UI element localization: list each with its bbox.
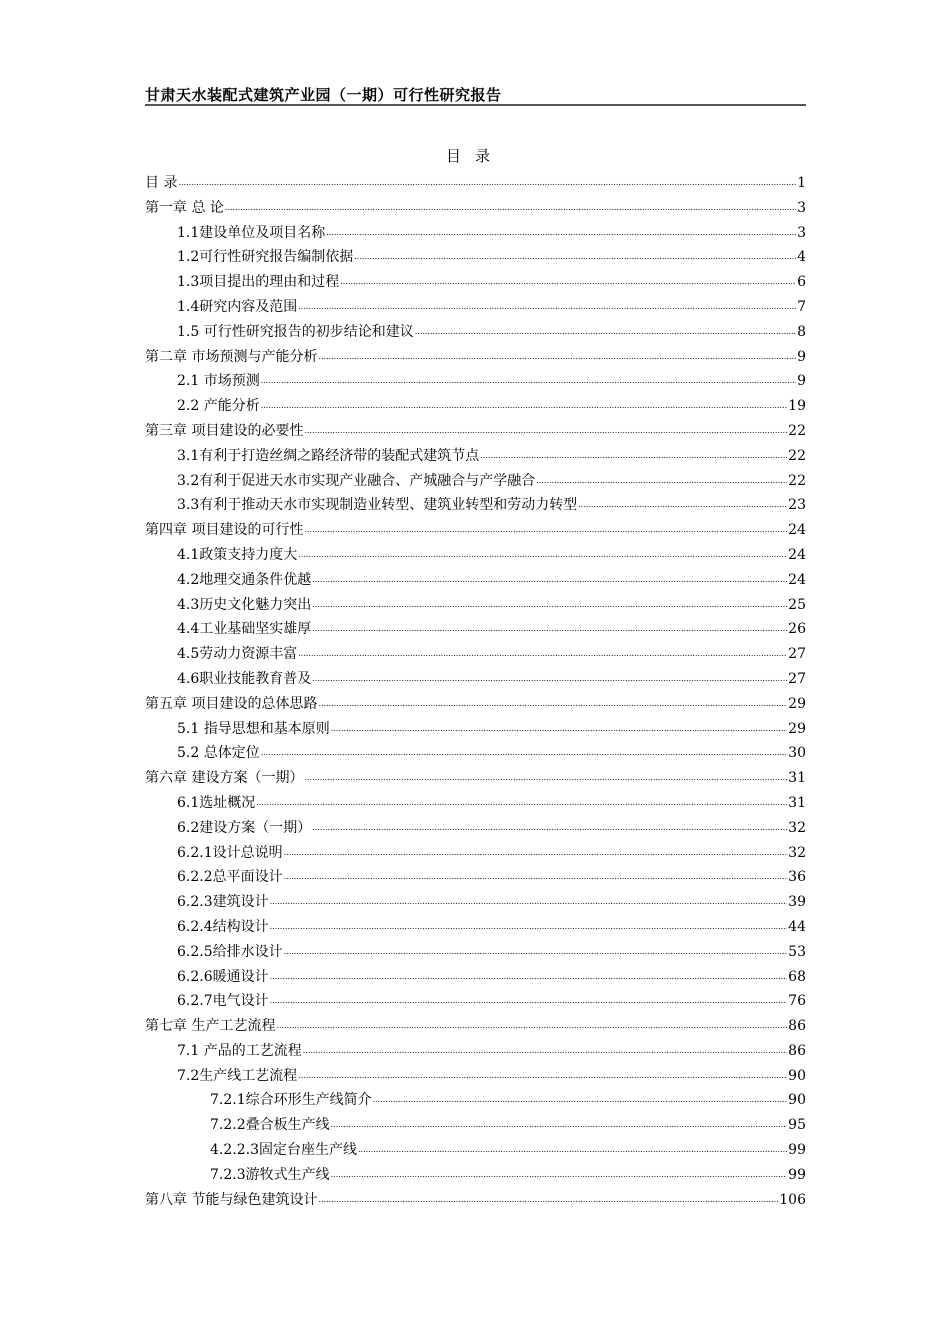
toc-entry-page: 36 (788, 869, 806, 886)
toc-leader-dots (270, 967, 788, 983)
toc-leader-dots (318, 694, 787, 710)
toc-leader-dots (303, 1041, 787, 1057)
toc-entry[interactable] (145, 767, 806, 792)
toc-entry-page: 23 (788, 497, 806, 514)
toc-entry[interactable] (145, 296, 806, 321)
toc-leader-dots (318, 347, 796, 363)
toc-leader-dots (312, 595, 787, 611)
toc-entry[interactable] (145, 718, 806, 743)
toc-leader-dots (284, 843, 788, 859)
toc-entry-label: 4.1政策支持力度大 (177, 546, 298, 563)
toc-entry-page: 90 (788, 1067, 806, 1084)
toc-entry-label: 4.5劳动力资源丰富 (177, 646, 298, 663)
toc-entry-label: 第八章 节能与绿色建筑设计 (145, 1191, 318, 1208)
toc-entry[interactable] (145, 395, 806, 420)
toc-entry[interactable] (145, 494, 806, 519)
toc-entry-label: 6.2.1设计总说明 (177, 844, 283, 861)
toc-entry-label: 7.2.3游牧式生产线 (210, 1166, 330, 1183)
toc-leader-dots (298, 1066, 787, 1082)
toc-leader-dots (312, 619, 787, 635)
toc-entry-label: 7.2.2叠合板生产线 (210, 1117, 330, 1134)
toc-entry-label: 第四章 项目建设的可行性 (145, 522, 304, 539)
toc-entry-page: 22 (788, 422, 806, 439)
toc-entry[interactable] (145, 172, 806, 197)
toc-entry-page: 68 (788, 968, 806, 985)
toc-leader-dots (480, 446, 787, 462)
toc-entry[interactable] (145, 246, 806, 271)
toc-entry[interactable] (145, 445, 806, 470)
toc-entry-page: 86 (788, 1018, 806, 1035)
toc-entry-page: 30 (788, 745, 806, 762)
toc-entry[interactable] (145, 618, 806, 643)
toc-leader-dots (536, 471, 787, 487)
toc-entry-page: 44 (788, 918, 806, 935)
toc-leader-dots (178, 173, 796, 189)
toc-leader-dots (331, 1115, 788, 1131)
toc-entry-label: 4.4工业基础坚实雄厚 (177, 621, 312, 638)
toc-entry-label: 第一章 总 论 (145, 199, 224, 216)
toc-entry-label: 4.6职业技能教育普及 (177, 670, 312, 687)
toc-entry-page: 39 (788, 894, 806, 911)
toc-entry-page: 22 (788, 472, 806, 489)
toc-entry[interactable] (145, 1089, 806, 1114)
toc-leader-dots (312, 818, 787, 834)
toc-entry[interactable] (145, 569, 806, 594)
toc-leader-dots (270, 991, 788, 1007)
toc-entry-label: 第二章 市场预测与产能分析 (145, 348, 318, 365)
toc-entry-page: 4 (797, 249, 806, 266)
toc-entry-label: 1.2可行性研究报告编制依据 (177, 249, 354, 266)
toc-entry-label: 6.2.6暖通设计 (177, 968, 269, 985)
toc-entry-label: 1.3项目提出的理由和过程 (177, 274, 340, 291)
toc-entry[interactable] (145, 197, 806, 222)
toc-entry-page: 25 (788, 596, 806, 613)
toc-leader-dots (276, 1016, 787, 1032)
toc-leader-dots (270, 892, 788, 908)
toc-entry[interactable] (145, 470, 806, 495)
toc-entry-page: 22 (788, 447, 806, 464)
toc-entry-page: 7 (797, 298, 806, 315)
toc-entry-label: 2.2 产能分析 (177, 398, 260, 415)
toc-entry[interactable] (145, 891, 806, 916)
toc-entry-label: 6.2.5给排水设计 (177, 943, 283, 960)
toc-entry-label: 6.1选址概况 (177, 794, 256, 811)
toc-entry[interactable] (145, 1114, 806, 1139)
table-of-contents (145, 172, 806, 1213)
toc-entry-page: 29 (788, 720, 806, 737)
toc-entry-page: 27 (788, 646, 806, 663)
toc-leader-dots (331, 1165, 788, 1181)
toc-entry-label: 1.1建设单位及项目名称 (177, 224, 326, 241)
toc-entry-page: 24 (788, 522, 806, 539)
toc-entry-label: 6.2.2总平面设计 (177, 869, 283, 886)
toc-entry[interactable] (145, 1164, 806, 1189)
toc-leader-dots (354, 247, 796, 263)
toc-entry-label: 6.2.4结构设计 (177, 918, 269, 935)
toc-entry[interactable] (145, 370, 806, 395)
toc-entry[interactable] (145, 966, 806, 991)
toc-entry[interactable] (145, 866, 806, 891)
toc-leader-dots (261, 743, 787, 759)
toc-entry[interactable] (145, 842, 806, 867)
toc-leader-dots (284, 867, 788, 883)
toc-entry-page: 29 (788, 695, 806, 712)
toc-leader-dots (304, 421, 787, 437)
toc-entry-label: 7.2.1综合环形生产线简介 (210, 1092, 372, 1109)
toc-entry-page: 19 (788, 398, 806, 415)
toc-leader-dots (298, 297, 796, 313)
running-header: 甘肃天水装配式建筑产业园（一期）可行性研究报告 (145, 86, 502, 104)
toc-entry-page: 24 (788, 571, 806, 588)
toc-entry[interactable] (145, 941, 806, 966)
toc-entry-label: 第六章 建设方案（一期） (145, 770, 304, 787)
toc-entry-page: 3 (797, 224, 806, 241)
toc-leader-dots (304, 768, 787, 784)
toc-entry-label: 5.1 指导思想和基本原则 (177, 720, 330, 737)
toc-entry-label: 5.2 总体定位 (177, 745, 260, 762)
toc-entry-page: 99 (788, 1166, 806, 1183)
toc-entry[interactable] (145, 742, 806, 767)
toc-entry-label: 第三章 项目建设的必要性 (145, 422, 304, 439)
toc-entry-label: 目 录 (145, 175, 178, 191)
toc-entry-label: 6.2建设方案（一期） (177, 819, 312, 836)
toc-entry-label: 4.3历史文化魅力突出 (177, 596, 312, 613)
toc-entry-page: 27 (788, 670, 806, 687)
toc-entry[interactable] (145, 668, 806, 693)
toc-entry-label: 第五章 项目建设的总体思路 (145, 695, 318, 712)
toc-entry-page: 31 (788, 770, 806, 787)
toc-entry[interactable] (145, 420, 806, 445)
toc-entry-page: 8 (797, 323, 806, 340)
toc-entry-label: 6.2.7电气设计 (177, 993, 269, 1010)
toc-entry[interactable] (145, 1139, 806, 1164)
toc-leader-dots (326, 223, 796, 239)
toc-leader-dots (340, 272, 796, 288)
toc-leader-dots (578, 495, 787, 511)
toc-entry-page: 26 (788, 621, 806, 638)
toc-leader-dots (225, 198, 796, 214)
toc-entry[interactable] (145, 643, 806, 668)
toc-entry[interactable] (145, 519, 806, 544)
toc-entry-label: 3.2有利于促进天水市实现产业融合、产城融合与产学融合 (177, 472, 536, 489)
toc-title: 目录 (445, 147, 504, 165)
toc-leader-dots (304, 520, 787, 536)
toc-entry-page: 32 (788, 819, 806, 836)
toc-entry-page: 86 (788, 1042, 806, 1059)
toc-entry-page: 6 (797, 274, 806, 291)
toc-entry-label: 1.5 可行性研究报告的初步结论和建议 (177, 323, 414, 340)
toc-leader-dots (298, 644, 787, 660)
toc-entry-label: 4.2地理交通条件优越 (177, 571, 312, 588)
toc-entry-page: 32 (788, 844, 806, 861)
toc-leader-dots (298, 545, 787, 561)
toc-entry[interactable] (145, 916, 806, 941)
toc-leader-dots (256, 793, 787, 809)
toc-entry-page: 95 (788, 1117, 806, 1134)
toc-entry-label: 2.1 市场预测 (177, 373, 260, 390)
toc-leader-dots (270, 917, 788, 933)
toc-leader-dots (373, 1090, 788, 1106)
toc-entry[interactable] (145, 321, 806, 346)
toc-entry-page: 31 (788, 794, 806, 811)
toc-leader-dots (284, 942, 788, 958)
toc-entry[interactable] (145, 222, 806, 247)
toc-entry-label: 1.4研究内容及范围 (177, 298, 298, 315)
toc-entry-page: 9 (797, 348, 806, 365)
toc-entry[interactable] (145, 817, 806, 842)
toc-entry[interactable] (145, 1040, 806, 1065)
toc-entry-label: 第七章 生产工艺流程 (145, 1018, 276, 1035)
toc-leader-dots (331, 719, 787, 735)
toc-entry-page: 99 (788, 1142, 806, 1159)
toc-entry-label: 4.2.2.3固定台座生产线 (210, 1142, 357, 1159)
toc-leader-dots (312, 570, 787, 586)
toc-leader-dots (318, 1190, 778, 1206)
toc-entry[interactable] (145, 271, 806, 296)
toc-entry-label: 3.3有利于推动天水市实现制造业转型、建筑业转型和劳动力转型 (177, 497, 578, 514)
toc-entry[interactable] (145, 792, 806, 817)
toc-entry[interactable] (145, 1065, 806, 1090)
toc-entry[interactable] (145, 693, 806, 718)
toc-entry-page: 106 (779, 1191, 806, 1208)
toc-entry-label: 3.1有利于打造丝绸之路经济带的装配式建筑节点 (177, 447, 480, 464)
toc-entry-page: 90 (788, 1092, 806, 1109)
toc-entry[interactable] (145, 1189, 806, 1214)
toc-entry[interactable] (145, 544, 806, 569)
header-rule (145, 104, 806, 106)
toc-leader-dots (261, 371, 796, 387)
toc-entry-page: 3 (797, 199, 806, 216)
toc-entry-label: 6.2.3建筑设计 (177, 894, 269, 911)
toc-leader-dots (312, 669, 787, 685)
toc-entry-page: 76 (788, 993, 806, 1010)
toc-entry-page: 1 (797, 175, 806, 191)
toc-entry-page: 53 (788, 943, 806, 960)
toc-entry-page: 24 (788, 546, 806, 563)
toc-entry-label: 7.1 产品的工艺流程 (177, 1042, 302, 1059)
toc-entry[interactable] (145, 346, 806, 371)
toc-leader-dots (415, 322, 796, 338)
toc-entry[interactable] (145, 990, 806, 1015)
toc-leader-dots (358, 1140, 787, 1156)
toc-leader-dots (261, 396, 787, 412)
toc-entry-label: 7.2生产线工艺流程 (177, 1067, 298, 1084)
toc-entry-page: 9 (797, 373, 806, 390)
toc-entry[interactable] (145, 1015, 806, 1040)
toc-entry[interactable] (145, 594, 806, 619)
